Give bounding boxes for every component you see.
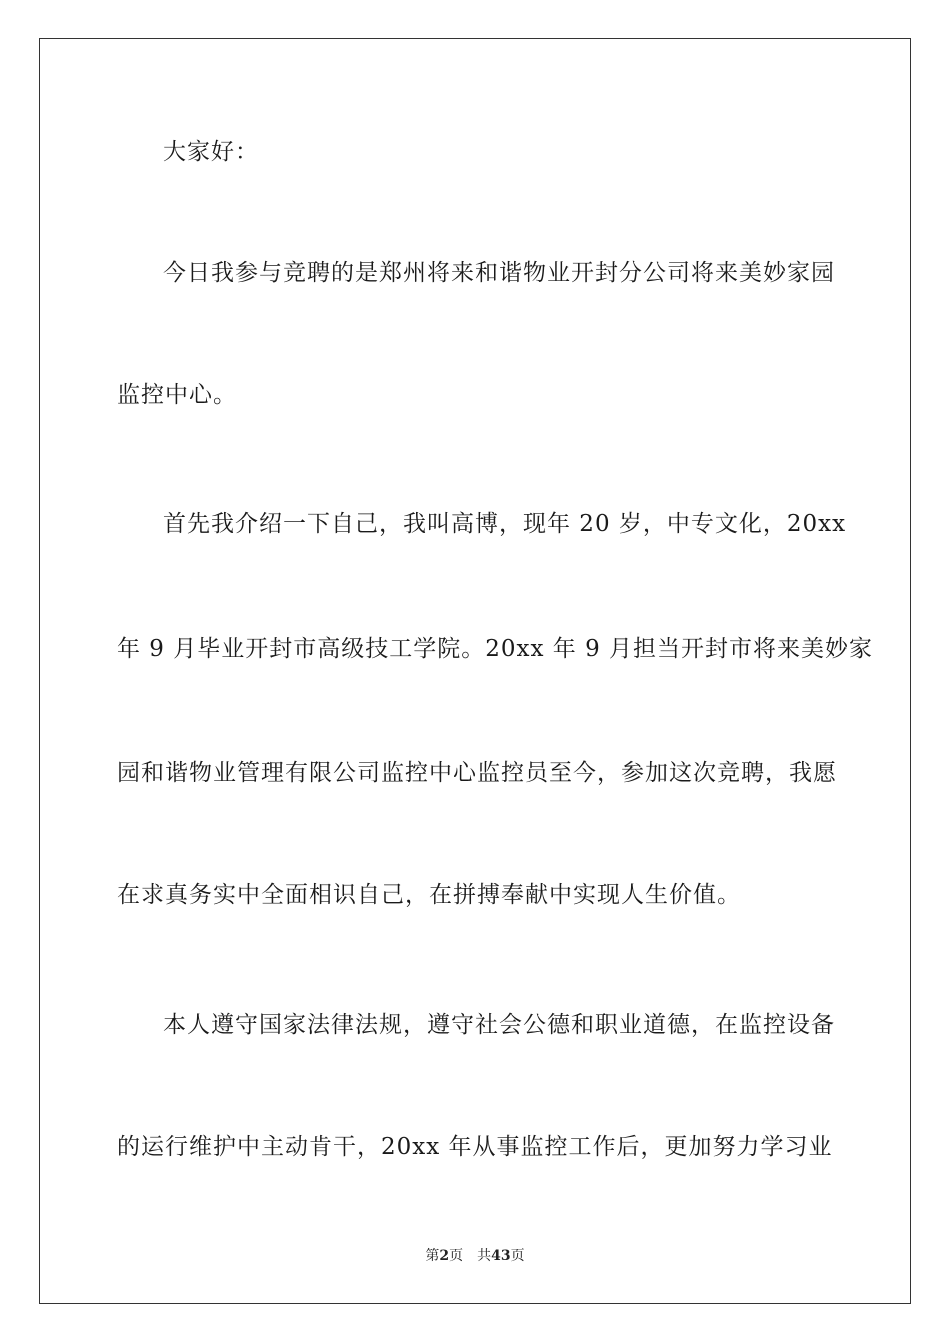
paragraph-2-line-3: 园和谐物业管理有限公司监控中心监控员至今，参加这次竞聘，我愿	[117, 760, 837, 786]
greeting-line: 大家好：	[163, 139, 259, 165]
paragraph-1-line-2: 监控中心。	[117, 382, 237, 408]
paragraph-3-line-1: 本人遵守国家法律法规，遵守社会公德和职业道德，在监控设备	[163, 1012, 835, 1038]
paragraph-3-line-2: 的运行维护中主动肯干，20xx 年从事监控工作后，更加努力学习业	[117, 1134, 833, 1160]
paragraph-1-line-1: 今日我参与竞聘的是郑州将来和谐物业开封分公司将来美妙家园	[163, 260, 835, 286]
paragraph-2-line-4: 在求真务实中全面相识自己，在拼搏奉献中实现人生价值。	[117, 882, 741, 908]
page-label-suffix: 页	[449, 1248, 464, 1264]
total-label-suffix: 页	[510, 1248, 525, 1264]
page-frame	[39, 38, 911, 1304]
page-number: 2	[439, 1248, 450, 1264]
page-footer	[0, 1247, 950, 1265]
total-label-prefix: 共	[477, 1248, 492, 1264]
paragraph-2-line-1: 首先我介绍一下自己，我叫高博，现年 20 岁，中专文化，20xx	[163, 511, 847, 537]
total-pages: 43	[491, 1248, 511, 1264]
paragraph-2-line-2: 年 9 月毕业开封市高级技工学院。20xx 年 9 月担当开封市将来美妙家	[117, 636, 874, 662]
page-label-prefix: 第	[425, 1248, 440, 1264]
